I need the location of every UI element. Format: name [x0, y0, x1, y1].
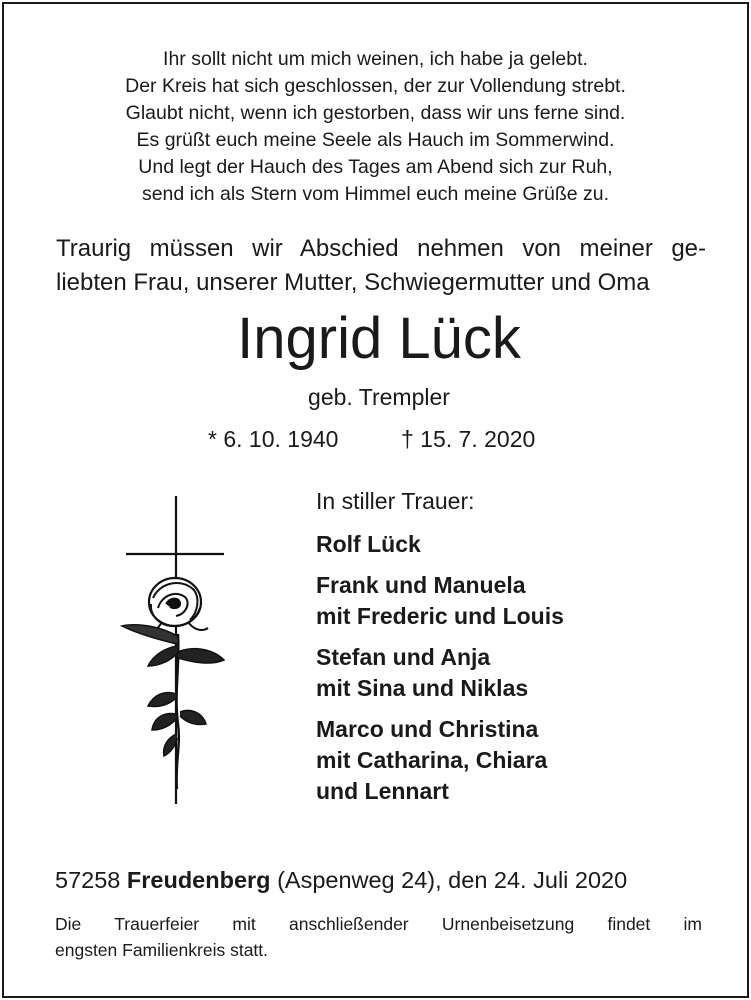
mourner-line: mit Catharina, Chiara [316, 747, 548, 773]
mourner-line: mit Frederic und Louis [316, 603, 564, 629]
birth-date: * 6. 10. 1940 [208, 426, 339, 452]
funeral-note [55, 911, 702, 963]
poem-line: Und legt der Hauch des Tages am Abend sich zur Ruh, [138, 156, 613, 178]
place-and-date [55, 864, 627, 896]
mourner-line: Stefan und Anja [316, 644, 491, 670]
mourner-group [316, 642, 564, 704]
cross-with-rose-icon [120, 494, 230, 806]
death-date: † 15. 7. 2020 [401, 426, 536, 452]
announcement-line: Traurig müssen wir Abschied nehmen von meiner ge- [56, 235, 706, 262]
address-and-date: (Aspenweg 24), den 24. Juli 2020 [277, 867, 628, 893]
mourner-line: mit Sina und Niklas [316, 675, 529, 701]
mourner-group [316, 570, 564, 632]
mourner-line: Marco und Christina [316, 716, 539, 742]
postal-code: 57258 [55, 867, 121, 893]
mourner-line: und Lennart [316, 778, 449, 804]
note-line: engsten Familienkreis statt. [55, 940, 269, 960]
note-line: Die Trauerfeier mit anschließender Urnenbeisetzung findet im [55, 914, 702, 934]
mourner-line: Rolf Lück [316, 531, 421, 557]
mourner-group [316, 529, 564, 560]
mourners-list [316, 486, 564, 817]
announcement-line: liebten Frau, unserer Mutter, Schwiegermutter und Oma [56, 269, 650, 296]
city: Freudenberg [126, 867, 271, 893]
poem-line: Glaubt nicht, wenn ich gestorben, dass wir uns ferne sind. [125, 102, 626, 124]
maiden-name: geb. Trempler [308, 384, 450, 410]
poem [4, 46, 747, 208]
mourners-heading: In stiller Trauer: [316, 488, 475, 514]
poem-line: Ihr sollt nicht um mich weinen, ich habe ja gelebt. [163, 48, 588, 70]
poem-line: send ich als Stern vom Himmel euch meine Grüße zu. [141, 183, 610, 205]
mourner-group [316, 714, 564, 807]
poem-line: Es grüßt euch meine Seele als Hauch im Sommerwind. [136, 129, 615, 151]
announcement-text [56, 232, 706, 300]
obituary-notice [2, 2, 749, 998]
poem-line: Der Kreis hat sich geschlossen, der zur Vollendung strebt. [125, 75, 626, 97]
deceased-name: Ingrid Lück [237, 306, 521, 371]
mourner-line: Frank und Manuela [316, 572, 526, 598]
